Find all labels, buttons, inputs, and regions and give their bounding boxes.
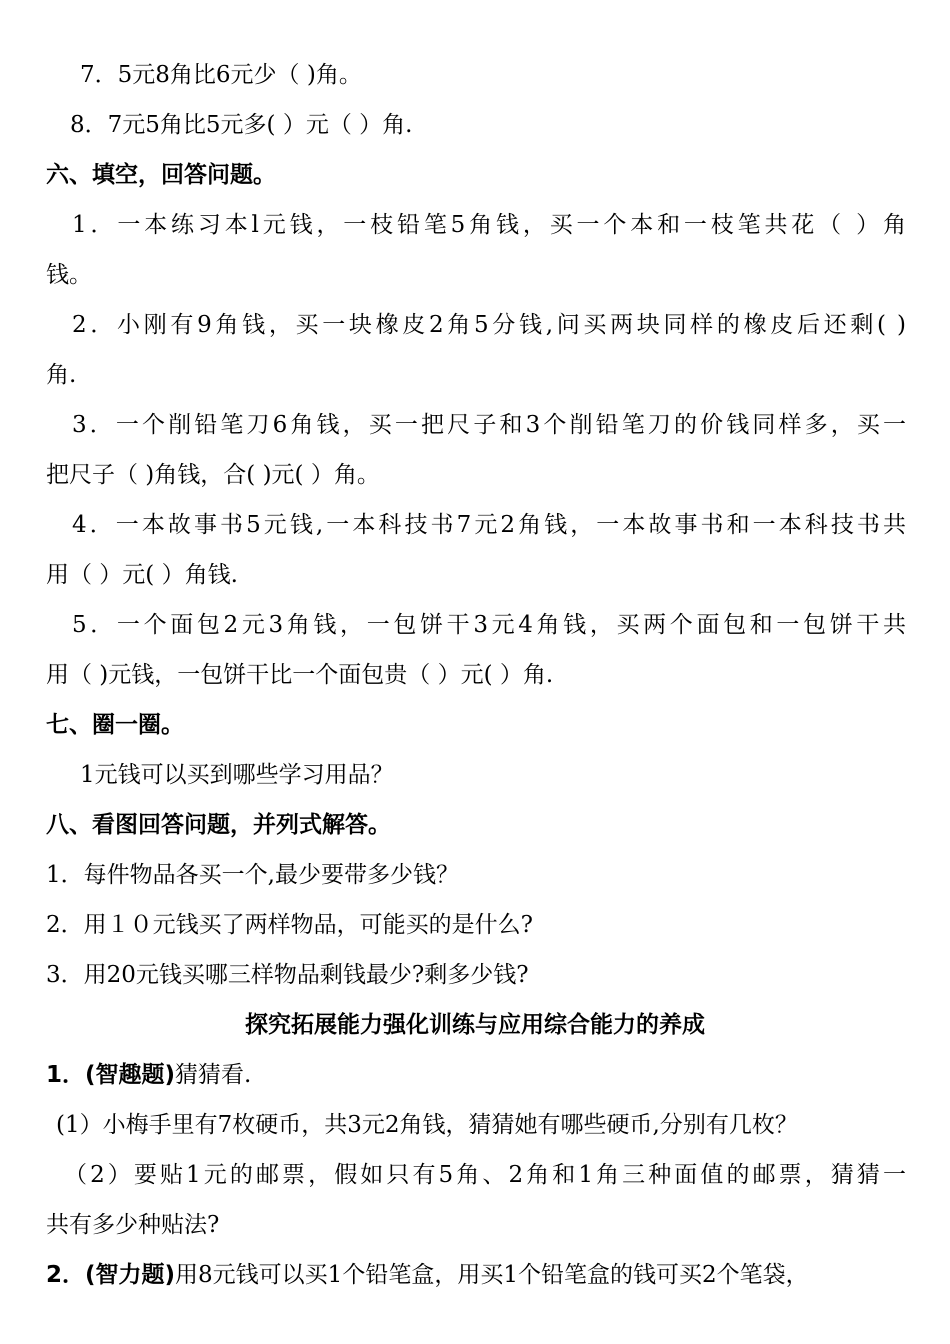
section-6-q2-line2: 角. <box>46 362 77 388</box>
section-6-q5-line2: 用（ )元钱，一包饼干比一个面包贵（ ）元( ）角. <box>46 662 554 688</box>
extension-item-1-sub-2-line2: 共有多少种贴法? <box>46 1212 220 1238</box>
section-8-q3: 3．用20元钱买哪三样物品剩钱最少?剩多少钱? <box>46 962 529 988</box>
section-8-q2: 2．用１０元钱买了两样物品，可能买的是什么? <box>46 912 533 938</box>
section-8-heading: 八、看图回答问题，并列式解答。 <box>46 812 391 838</box>
section-6-q1-line1: 1．一本练习本l元钱，一枝铅笔5角钱，买一个本和一枝笔共花（ ）角 <box>72 212 906 238</box>
extension-item-2 <box>46 1260 920 1290</box>
item-1-text: 猜猜看. <box>175 1062 252 1088</box>
section-6-q4-line1: 4．一本故事书5元钱,一本科技书7元2角钱，一本故事书和一本科技书共 <box>72 512 906 538</box>
item-2-text: 用8元钱可以买1个铅笔盒，用买1个铅笔盒的钱可买2个笔袋， <box>175 1262 809 1288</box>
extension-title: 探究拓展能力强化训练与应用综合能力的养成 <box>245 1012 705 1038</box>
question-7: 7．5元8角比6元少（ )角。 <box>80 62 362 88</box>
item-2-number: 2． <box>46 1262 86 1288</box>
section-6-q3-line2: 把尺子（ )角钱，合( )元( ）角。 <box>46 462 380 488</box>
extension-item-1-sub-2-line1: （2）要贴1元的邮票，假如只有5角、2角和1角三种面值的邮票，猜猜一 <box>64 1162 906 1188</box>
question-8: 8．7元5角比5元多( ）元（ ）角. <box>70 112 413 138</box>
item-1-number: 1． <box>46 1062 86 1088</box>
section-8-q1: 1．每件物品各买一个,最少要带多少钱？ <box>46 862 459 888</box>
section-6-heading: 六、填空，回答问题。 <box>46 162 276 188</box>
section-6-q2-line1: 2．小刚有9角钱，买一块橡皮2角5分钱,问买两块同样的橡皮后还剩( ) <box>72 312 906 338</box>
item-2-tag: (智力题) <box>85 1262 176 1288</box>
section-6-q5-line1: 5．一个面包2元3角钱，一包饼干3元4角钱，买两个面包和一包饼干共 <box>72 612 906 638</box>
section-7-heading: 七、圈一圈。 <box>46 712 184 738</box>
section-7-question: 1元钱可以买到哪些学习用品？ <box>80 762 394 788</box>
section-6-q1-line2: 钱。 <box>46 262 92 288</box>
extension-item-1 <box>46 1060 904 1090</box>
extension-item-1-sub-1: (1）小梅手里有7枚硬币，共3元2角钱，猜猜她有哪些硬币,分别有几枚？ <box>56 1112 798 1138</box>
section-6-q4-line2: 用（ ）元( ）角钱. <box>46 562 238 588</box>
section-6-q3-line1: 3．一个削铅笔刀6角钱，买一把尺子和3个削铅笔刀的价钱同样多，买一 <box>72 412 906 438</box>
item-1-tag: (智趣题) <box>85 1062 176 1088</box>
